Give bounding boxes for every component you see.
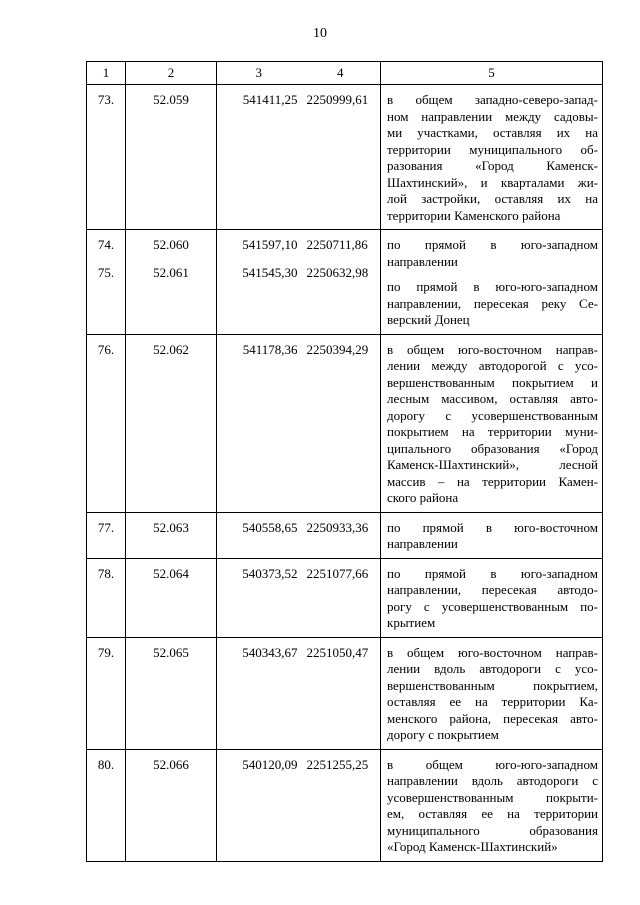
description-line: оставляя ее на территории Ка-: [387, 694, 598, 709]
coordinate-x-cell: [217, 512, 301, 558]
row-number: 77.: [97, 519, 115, 535]
point-code: 52.066: [153, 756, 189, 772]
row-number-group: [87, 750, 125, 778]
description-line: лении между автодорогой с усо-: [387, 358, 598, 373]
coordinate-y-group: [301, 559, 381, 587]
description-line: направлении: [387, 536, 458, 551]
description-block: [387, 279, 598, 329]
description-line: «Город Каменск-Шахтинский»: [387, 839, 558, 854]
coordinate-y: 2250394,29: [306, 341, 369, 357]
description-line: Каменск-Шахтинский», лесной: [387, 457, 598, 472]
coordinate-x-cell: [217, 637, 301, 749]
coordinate-x: 541545,30: [242, 265, 298, 280]
row-number-cell: [87, 230, 126, 335]
row-number-cell: [87, 85, 126, 230]
coordinate-x-cell: [217, 230, 301, 335]
coordinate-y: 2251077,66: [306, 565, 369, 581]
coordinate-x-group: [217, 230, 301, 286]
coordinate-y: 2250933,36: [306, 519, 369, 535]
coordinate-y: 2251050,47: [306, 644, 369, 660]
description-line: направлении, пересекая реку Се-: [387, 295, 598, 311]
row-number: 80.: [97, 756, 115, 772]
description-line: по прямой в юго-западном: [387, 565, 598, 581]
point-code: 52.064: [153, 565, 189, 581]
direction-description-cell: [381, 334, 603, 512]
description-line: ского района: [387, 490, 459, 505]
coordinate-y-group: [301, 513, 381, 541]
coordinate-x-group: [217, 85, 301, 113]
description-block: [387, 566, 598, 632]
boundary-points-table: [86, 61, 603, 862]
description-line: покрытием на территории муни-: [387, 424, 598, 439]
coordinate-y-group: [301, 638, 381, 666]
description-line: ми участками, оставляя их на: [387, 125, 598, 140]
point-code-group: [126, 750, 216, 778]
coordinate-x-group: [217, 638, 301, 666]
coordinate-x: 541597,10: [242, 237, 298, 252]
description-block: [387, 92, 598, 224]
coordinate-x-group: [217, 335, 301, 363]
point-code-cell: [126, 637, 217, 749]
description-line: в общем юго-юго-западном: [387, 756, 598, 772]
point-code-cell: [126, 512, 217, 558]
direction-description-cell: [381, 637, 603, 749]
description-line: лении вдоль автодороги с усо-: [387, 661, 598, 676]
description-line: усовершенствованным покрыти-: [387, 789, 598, 805]
coordinate-y-group: [301, 85, 381, 113]
column-header: 1: [87, 62, 126, 85]
row-number-group: [87, 85, 125, 113]
coordinate-x-group: [217, 750, 301, 778]
description-line: вершенствованным покрытием,: [387, 677, 598, 693]
coordinate-y: 2250999,61: [306, 92, 369, 107]
table-row: [87, 749, 603, 861]
coordinate-y-group: [301, 230, 381, 286]
coordinate-y: 2250711,86: [306, 237, 368, 252]
row-number: 76.: [97, 341, 115, 357]
point-code-cell: [126, 749, 217, 861]
row-number: 78.: [97, 565, 115, 581]
coordinate-y-cell: [301, 637, 381, 749]
description-line: менского района, пересекая авто-: [387, 710, 598, 726]
coordinate-x: 540558,65: [242, 519, 298, 535]
description-line: рогу с усовершенствованным по-: [387, 598, 598, 614]
point-code-group: [126, 230, 216, 286]
point-code: 52.065: [153, 644, 189, 660]
point-code-cell: [126, 334, 217, 512]
row-number-group: [87, 638, 125, 666]
direction-description: [381, 638, 602, 749]
row-number-cell: [87, 558, 126, 637]
coordinate-x-cell: [217, 749, 301, 861]
point-code-cell: [126, 558, 217, 637]
description-line: ном направлении между садовы-: [387, 108, 598, 124]
direction-description: [381, 335, 602, 512]
description-line: по прямой в юго-восточном: [387, 519, 598, 535]
table-row: [87, 85, 603, 230]
row-number-group: [87, 335, 125, 363]
point-code-group: [126, 85, 216, 113]
column-header: 5: [381, 62, 603, 85]
point-code: 52.061: [153, 265, 189, 280]
coordinate-x-cell: [217, 334, 301, 512]
description-line: Шахтинский», и кварталами жи-: [387, 174, 598, 190]
description-line: по прямой в юго-западном: [387, 237, 598, 252]
coordinate-x: 540120,09: [242, 756, 298, 772]
description-line: муниципального образования: [387, 822, 598, 838]
description-line: в общем западно-северо-запад-: [387, 92, 598, 107]
coordinate-y-cell: [301, 749, 381, 861]
direction-description-cell: [381, 749, 603, 861]
coordinate-x-cell: [217, 558, 301, 637]
row-number: 73.: [97, 92, 115, 107]
coordinate-x-group: [217, 559, 301, 587]
description-line: по прямой в юго-юго-западном: [387, 279, 598, 294]
point-code-cell: [126, 230, 217, 335]
description-block: [387, 342, 598, 507]
row-number-cell: [87, 512, 126, 558]
coordinate-x: 541178,36: [242, 341, 298, 357]
table-header-row: [87, 62, 603, 85]
description-block: [387, 237, 598, 270]
description-line: крытием: [387, 615, 436, 630]
point-code: 52.062: [153, 341, 189, 357]
description-block: [387, 520, 598, 553]
description-line: направлении вдоль автодороги с: [387, 773, 598, 788]
table-row: [87, 558, 603, 637]
description-line: верский Донец: [387, 312, 470, 327]
coordinate-x: 540373,52: [242, 565, 298, 581]
description-line: территории муниципального об-: [387, 141, 598, 157]
row-number: 74.: [97, 237, 115, 252]
description-line: массив – на территории Камен-: [387, 473, 598, 489]
point-code-group: [126, 335, 216, 363]
row-number-cell: [87, 334, 126, 512]
row-number-cell: [87, 749, 126, 861]
row-number: 75.: [97, 265, 115, 280]
description-line: разования «Город Каменск-: [387, 158, 598, 173]
direction-description: [381, 513, 602, 558]
point-code-group: [126, 638, 216, 666]
point-code-group: [126, 559, 216, 587]
coordinate-y: 2250632,98: [306, 265, 369, 280]
description-line: направлении: [387, 253, 458, 269]
row-number-group: [87, 513, 125, 541]
coordinate-x-group: [217, 513, 301, 541]
description-line: лой застройки, оставляя их на: [387, 191, 598, 206]
direction-description-cell: [381, 230, 603, 335]
description-line: территории Каменского района: [387, 207, 561, 223]
direction-description-cell: [381, 512, 603, 558]
point-code: 52.060: [153, 237, 189, 252]
description-line: ципального образования «Город: [387, 440, 598, 456]
description-line: дорогу с усовершенствованным: [387, 407, 598, 423]
description-line: в общем юго-восточном направ-: [387, 341, 598, 357]
coordinate-y-cell: [301, 334, 381, 512]
coordinate-y-group: [301, 750, 381, 778]
description-line: ем, оставляя ее на территории: [387, 806, 598, 821]
direction-description: [381, 750, 602, 861]
column-header: 3: [217, 62, 301, 85]
direction-description-cell: [381, 85, 603, 230]
coordinate-y-cell: [301, 85, 381, 230]
page-number: 10: [313, 26, 327, 41]
table-row: [87, 637, 603, 749]
direction-description: [381, 230, 602, 334]
description-line: направлении, пересекая автодо-: [387, 582, 598, 597]
point-code-group: [126, 513, 216, 541]
row-number-group: [87, 230, 125, 286]
coordinate-y-cell: [301, 558, 381, 637]
coordinate-y-cell: [301, 512, 381, 558]
description-line: в общем юго-восточном направ-: [387, 644, 598, 660]
row-number-cell: [87, 637, 126, 749]
direction-description: [381, 559, 602, 637]
point-code: 52.059: [153, 92, 189, 107]
table-row: [87, 230, 603, 335]
point-code: 52.063: [153, 519, 189, 535]
direction-description-cell: [381, 558, 603, 637]
coordinate-x: 541411,25: [242, 92, 298, 107]
coordinate-y: 2251255,25: [306, 756, 369, 772]
point-code-cell: [126, 85, 217, 230]
table-row: [87, 334, 603, 512]
row-number-group: [87, 559, 125, 587]
description-block: [387, 645, 598, 744]
coordinate-x-cell: [217, 85, 301, 230]
coordinate-y-cell: [301, 230, 381, 335]
description-block: [387, 757, 598, 856]
row-number: 79.: [97, 644, 115, 660]
table-row: [87, 512, 603, 558]
column-header: 4: [301, 62, 381, 85]
coordinate-x: 540343,67: [242, 644, 298, 660]
column-header: 2: [126, 62, 217, 85]
direction-description: [381, 85, 602, 229]
coordinate-y-group: [301, 335, 381, 363]
description-line: лесным массивом, оставляя авто-: [387, 391, 598, 406]
description-line: вершенствованным покрытием и: [387, 374, 598, 390]
description-line: дорогу с покрытием: [387, 727, 499, 742]
